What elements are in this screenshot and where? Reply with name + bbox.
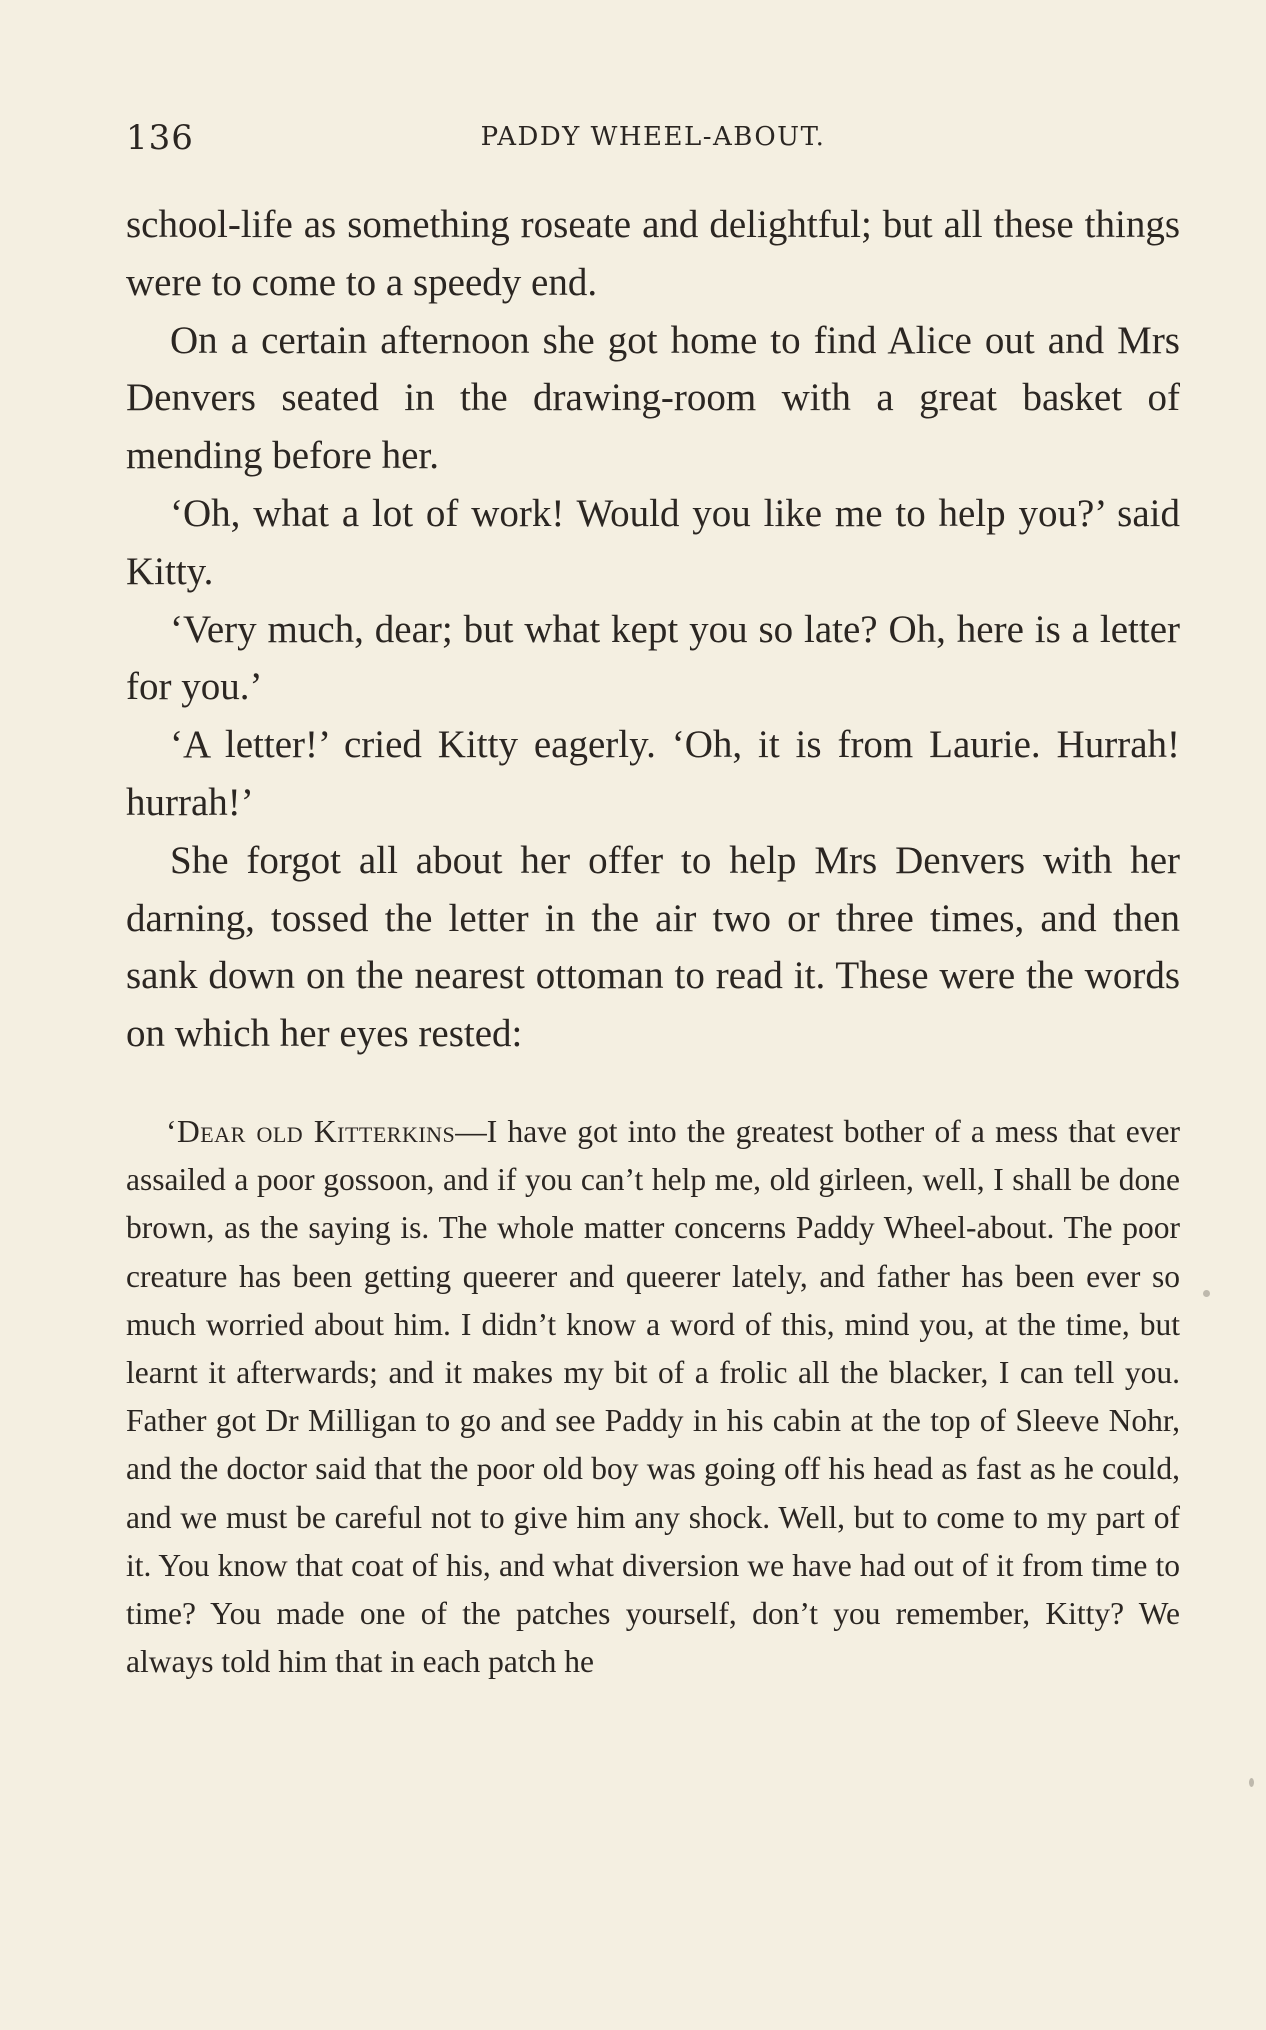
paper-speck [1203, 1290, 1210, 1297]
body-text [126, 196, 1180, 1063]
paragraph-kitty-offer: ‘Oh, what a lot of work! Would you like me to help you?’ said Kitty. [126, 491, 1180, 593]
paragraph-continuation: school-life as something roseate and delightful; but all these things were to come to a speedy end. [126, 203, 1180, 304]
paragraph-alice-out: On a certain afternoon she got home to find Alice out and Mrs Denvers seated in the drawing-room with a great basket of mending before her. [126, 318, 1180, 478]
letter-body: —I have got into the greatest bother of a mess that ever assailed a poor gossoon, and if you can’t help me, old girleen, well, I shall be done brown, as the saying is. The whole matter concerns Paddy Wheel-about. The poor creature has been getting queerer and queerer lately, and father has been ever so much worried about him. I didn’t know a word of this, mind you, at the time, but learnt it afterwards; and it makes my bit of a frolic all the blacker, I can tell you. Father got Dr Milligan to go and see Paddy in his cabin at the top of Sleeve Nohr, and the doctor said that the poor old boy was going off his head as fast as he could, and we must be careful not to give him any shock. Well, but to come to my part of it. You know that coat of his, and what diversion we have had out of it from time to time? You made one of the patches yourself, don’t you remember, Kitty? We always told him that in each patch he [126, 1114, 1180, 1680]
letter-paragraph [126, 1108, 1180, 1686]
paragraph-mrs-denvers-reply: ‘Very much, dear; but what kept you so late? Oh, here is a letter for you.’ [126, 607, 1180, 709]
paper-speck [1249, 1778, 1254, 1787]
letter-salutation: ‘Dear old Kitterkins [166, 1114, 456, 1149]
paragraph-reading-letter: She forgot all about her offer to help Mrs Denvers with her darning, tossed the letter in the air two or three times, and then sank down on the nearest ottoman to read it. These were the words on which her eyes rested: [126, 838, 1180, 1056]
letter-block [126, 1108, 1180, 1686]
paragraph-letter-from-laurie: ‘A letter!’ cried Kitty eagerly. ‘Oh, it is from Laurie. Hurrah! hurrah!’ [126, 723, 1180, 824]
page-header [126, 118, 1180, 168]
running-title: PADDY WHEEL-ABOUT. [480, 122, 826, 152]
page-number: 136 [126, 118, 194, 158]
